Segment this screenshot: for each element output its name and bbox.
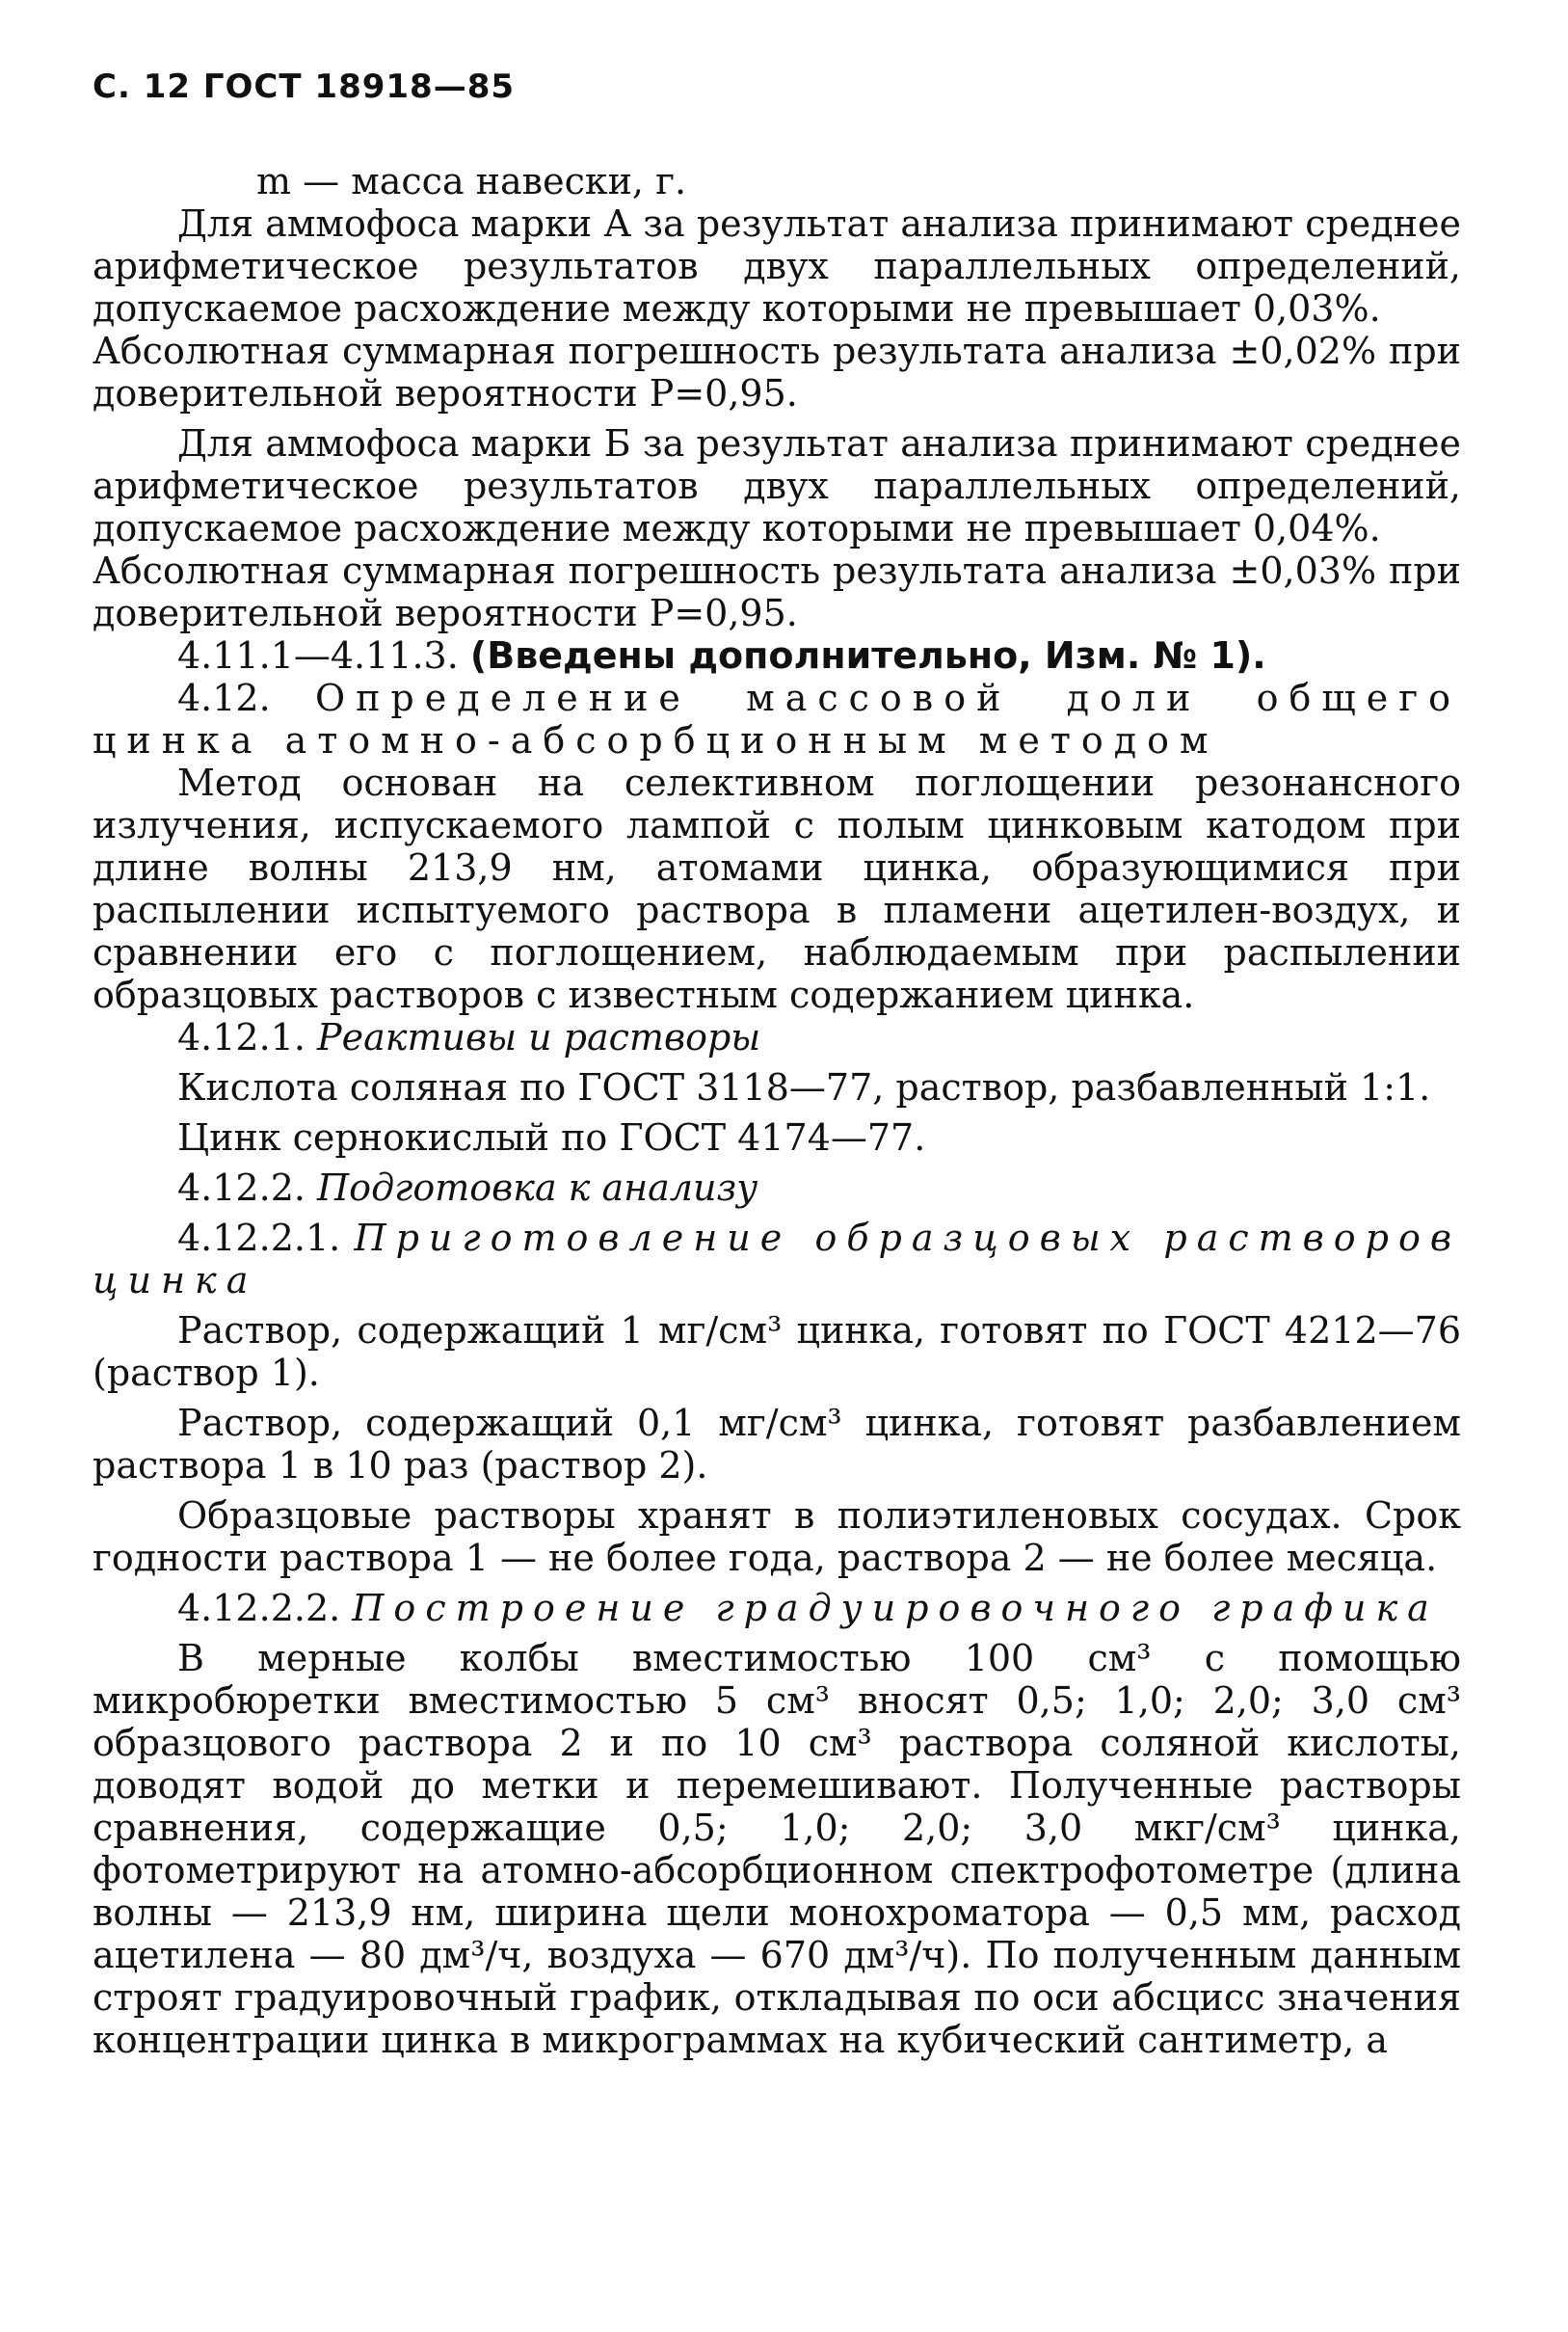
reagent-hydrochloric-acid: Кислота соляная по ГОСТ 3118—77, раствор, разбавленный 1:1.	[177, 1066, 1431, 1109]
section-4-12-2-title: Подготовка к анализу	[317, 1166, 758, 1209]
section-4-12-2-2-heading	[93, 1587, 1461, 1629]
section-4-12-2-number: 4.12.2.	[177, 1166, 306, 1209]
section-4-12-1-number: 4.12.1.	[177, 1016, 306, 1059]
document-body	[93, 160, 1461, 2061]
section-4-12-number: 4.12.	[177, 677, 271, 719]
grade-b-error-text: Абсолютная суммарная погрешность результата анализа ±0,03% при доверительной вероятности P=0,95.	[93, 549, 1461, 634]
grade-a-error-text: Абсолютная суммарная погрешность результата анализа ±0,02% при доверительной вероятности P=0,95.	[93, 330, 1461, 415]
document-page	[93, 67, 1461, 2061]
storage-description: Образцовые растворы хранят в полиэтиленовых сосудах. Срок годности раствора 1 — не более года, раствора 2 — не более месяца.	[93, 1494, 1461, 1579]
section-4-12-1-heading	[93, 1016, 1461, 1059]
method-description: Метод основан на селективном поглощении резонансного излучения, испускаемого лампой с полым цинковым катодом при длине волны 213,9 нм, атомами цинка, образующимися при распылении испытуемого раствора в пламени ацетилен-воздух, и сравнении его с поглощением, наблюдаемым при распылении образцовых растворов с известным содержанием цинка.	[93, 762, 1461, 1016]
paragraph-grade-b-result	[93, 422, 1461, 549]
reagent-zinc-sulfate: Цинк сернокислый по ГОСТ 4174—77.	[177, 1116, 926, 1159]
section-4-12-2-2-number: 4.12.2.2.	[177, 1587, 341, 1629]
paragraph-grade-a-error	[93, 330, 1461, 415]
section-4-12-2-heading	[93, 1166, 1461, 1209]
section-4-12-1-title: Реактивы и растворы	[317, 1016, 761, 1059]
page-header: С. 12 ГОСТ 18918—85	[93, 67, 516, 106]
section-4-12-2-2-title: Построение градуировочного графика	[352, 1587, 1439, 1629]
paragraph-grade-a-result	[93, 202, 1461, 330]
amendment-note: (Введены дополнительно, Изм. № 1).	[469, 634, 1266, 677]
section-4-11-note	[93, 634, 1461, 677]
section-4-12-2-1-number: 4.12.2.1.	[177, 1217, 341, 1259]
grade-a-result-text: Для аммофоса марки А за результат анализа принимают среднее арифметическое результатов двух параллельных определений, допускаемое расхождение между которыми не превышает 0,03%.	[93, 202, 1461, 330]
solution-2-description: Раствор, содержащий 0,1 мг/см³ цинка, готовят разбавлением раствора 1 в 10 раз (раствор 2).	[93, 1402, 1461, 1487]
section-4-12-title: Определение массовой доли общего цинка атомно-абсорбционным методом	[93, 677, 1461, 762]
paragraph-grade-b-error	[93, 549, 1461, 634]
solution-1-description: Раствор, содержащий 1 мг/см³ цинка, готовят по ГОСТ 4212—76 (раствор 1).	[93, 1309, 1461, 1394]
section-4-11-range: 4.11.1—4.11.3.	[177, 634, 459, 677]
calibration-description: В мерные колбы вместимостью 100 см³ с помощью микробюретки вместимостью 5 см³ вносят 0,5; 1,0; 2,0; 3,0 см³ образцового раствора 2 и по 10 см³ раствора соляной кислоты, доводят водой до метки и перемешивают. Полученные растворы сравнения, содержащие 0,5; 1,0; 2,0; 3,0 мкг/см³ цинка, фотометрируют на атомно-абсорбционном спектрофотометре (длина волны — 213,9 нм, ширина щели монохроматора — 0,5 мм, расход ацетилена — 80 дм³/ч, воздуха — 670 дм³/ч). По полученным данным строят градуировочный график, откладывая по оси абсцисс значения концентрации цинка в микрограммах на кубический сантиметр, а	[93, 1637, 1461, 2061]
section-4-12-2-1-title: Приготовление образцовых растворов цинка	[93, 1217, 1461, 1301]
formula-variable-definition: m — масса навески, г.	[256, 160, 687, 202]
grade-b-result-text: Для аммофоса марки Б за результат анализа принимают среднее арифметическое результатов двух параллельных определений, допускаемое расхождение между которыми не превышает 0,04%.	[93, 422, 1461, 549]
section-4-12-heading	[93, 677, 1461, 762]
section-4-12-2-1-heading	[93, 1217, 1461, 1301]
